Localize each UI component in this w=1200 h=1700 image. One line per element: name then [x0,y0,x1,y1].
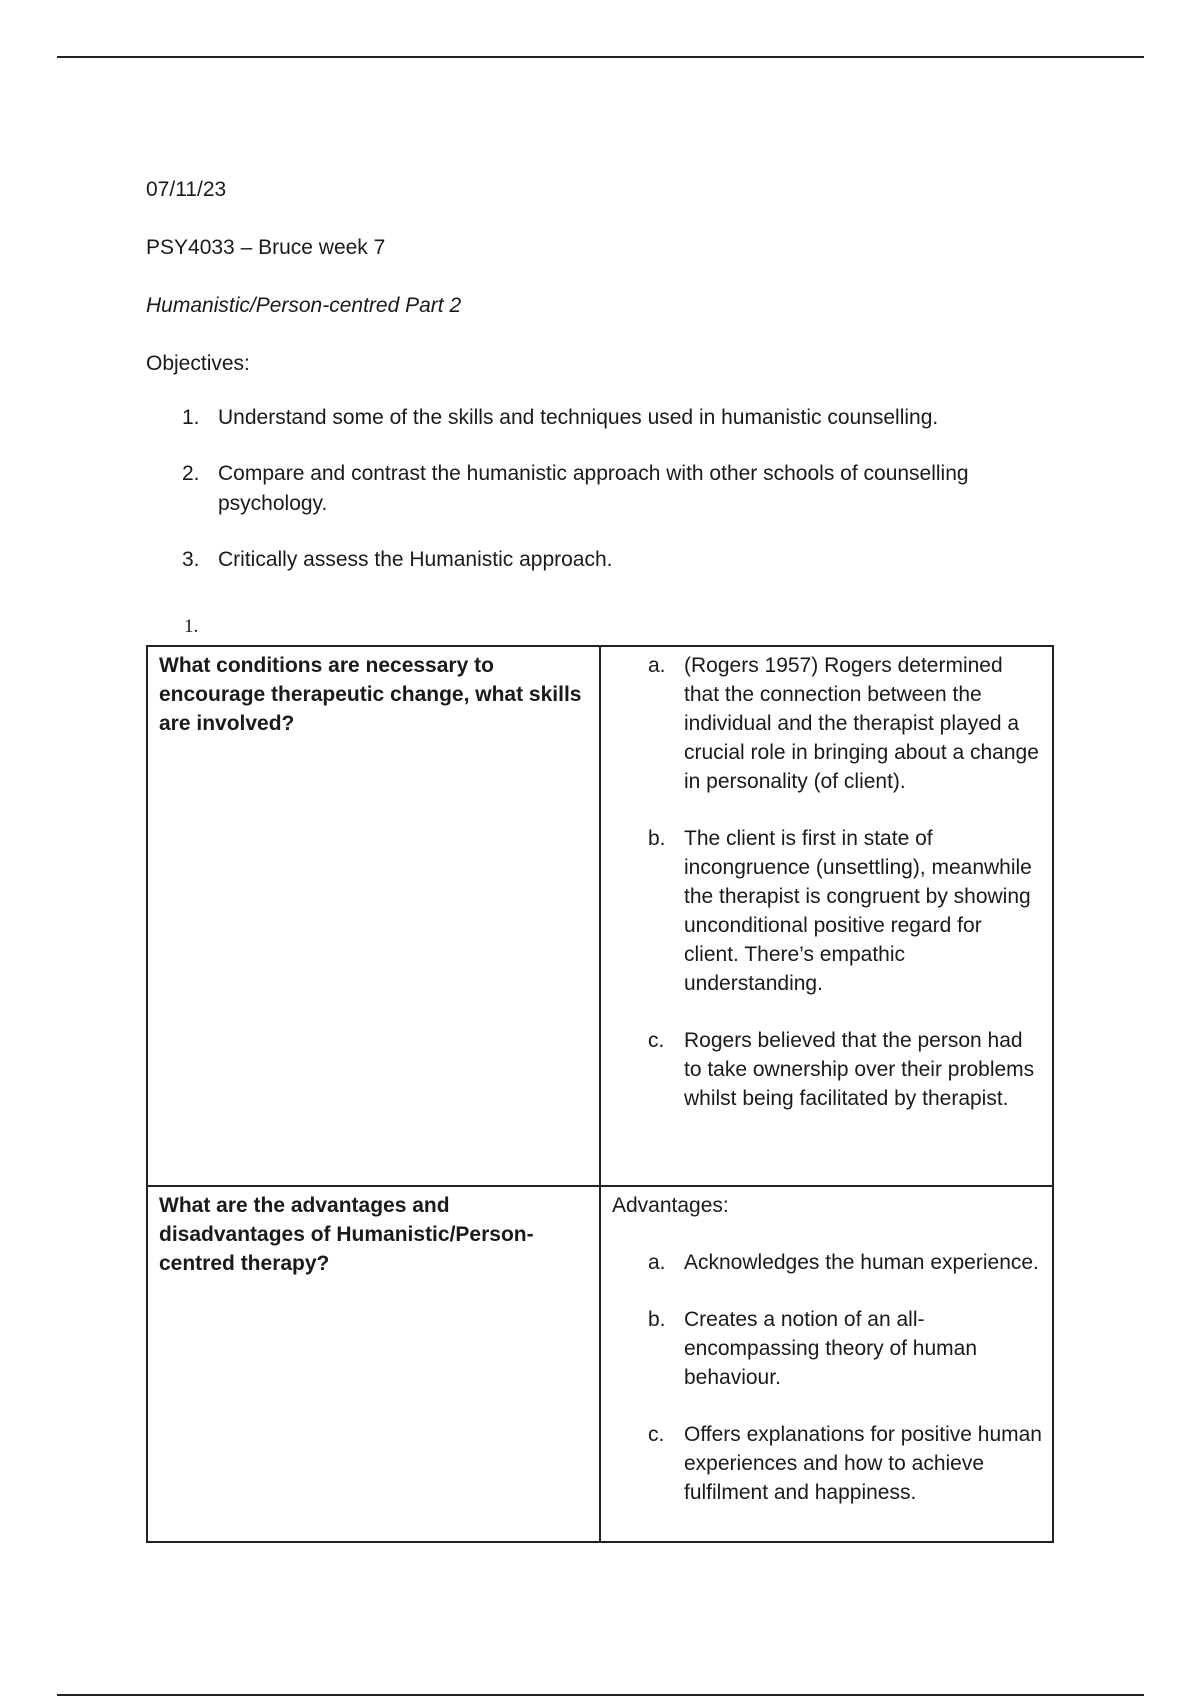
answer-heading: Advantages: [612,1194,729,1217]
answer-label: c. [648,1029,665,1052]
answer-label: c. [648,1423,665,1446]
objectives-heading: Objectives: [146,352,250,375]
table-row [147,646,1053,1186]
page-bottom-rule [57,1694,1144,1696]
answer-item [648,1305,1042,1392]
objective-number: 2. [182,462,200,485]
lecture-subtitle: Humanistic/Person-centred Part 2 [146,294,462,317]
objective-text: Understand some of the skills and techniques used in humanistic counselling. [218,406,939,429]
answer-item [648,651,1042,796]
objective-item [182,545,1056,575]
objective-number: 3. [182,548,200,571]
qa-table [146,645,1054,1543]
answer-text: Offers explanations for positive human experiences and how to achieve fulfilment and happiness. [684,1423,1042,1504]
answer-cell [600,1186,1053,1542]
answer-label: b. [648,1308,666,1331]
answer-list [612,651,1042,1113]
answer-text: The client is first in state of incongruence (unsettling), meanwhile the therapist is congruent by showing unconditional positive regard for client. There’s empathic understanding. [684,827,1032,995]
objective-number: 1. [182,406,200,429]
answer-text: Creates a notion of an all-encompassing theory of human behaviour. [684,1308,978,1389]
answer-text: Rogers believed that the person had to take ownership over their problems whilst being facilitated by therapist. [684,1029,1035,1110]
answer-label: b. [648,827,666,850]
objective-item [182,403,1056,433]
answer-text: (Rogers 1957) Rogers determined that the connection between the individual and the therapist played a crucial role in bringing about a change in personality (of client). [684,654,1039,793]
answer-item [648,1026,1042,1113]
answer-item [648,824,1042,998]
answer-label: a. [648,1251,666,1274]
table-row [147,1186,1053,1542]
document-body [146,175,1056,601]
answer-item [648,1248,1042,1277]
objective-text: Critically assess the Humanistic approach. [218,548,613,571]
question-cell: What conditions are necessary to encourage therapeutic change, what skills are involved? [147,646,600,1186]
course-title: PSY4033 – Bruce week 7 [146,236,386,259]
section-marker: 1. [184,616,199,637]
objectives-list [146,403,1056,575]
document-date: 07/11/23 [146,178,227,201]
answer-text: Acknowledges the human experience. [684,1251,1039,1274]
answer-item [648,1420,1042,1507]
answer-list [612,1248,1042,1507]
answer-label: a. [648,654,666,677]
page-top-rule [57,56,1144,58]
question-cell: What are the advantages and disadvantages of Humanistic/Person-centred therapy? [147,1186,600,1542]
answer-cell [600,646,1053,1186]
objective-item [182,459,1056,519]
objective-text: Compare and contrast the humanistic approach with other schools of counselling psychology. [218,462,969,515]
